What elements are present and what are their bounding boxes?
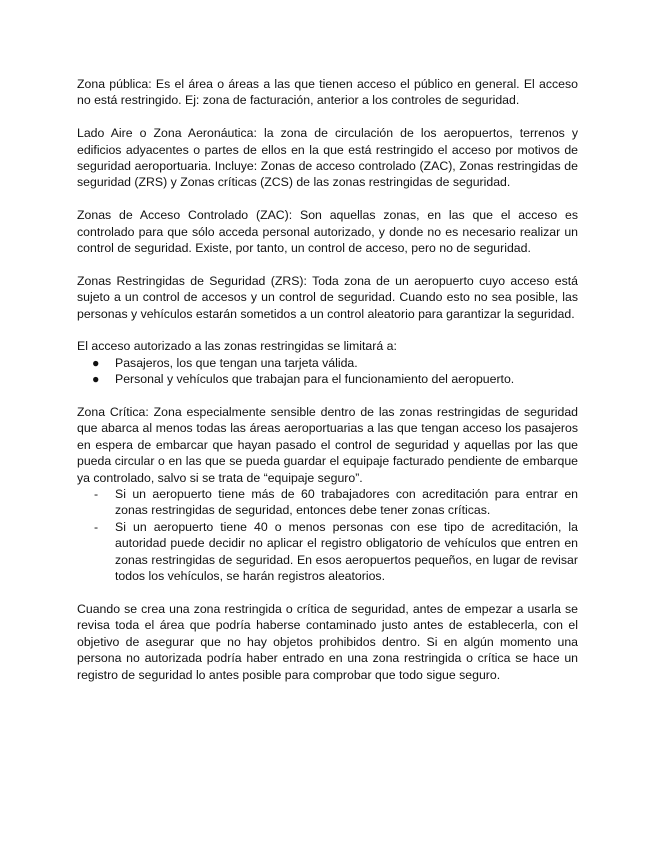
list-item-text: Pasajeros, los que tengan una tarjeta válida. [115,355,358,370]
list-item-text: Personal y vehículos que trabajan para el funcionamiento del aeropuerto. [115,372,515,387]
list-item [77,355,578,371]
dash-marker: - [94,487,99,502]
bullet-marker: ● [92,372,100,387]
list-item-text: Si un aeropuerto tiene más de 60 trabajadores con acreditación para entrar en zonas restringidas de seguridad, entonces debe tener zonas críticas. [115,487,578,518]
list-item [77,371,578,387]
bullet-marker: ● [92,355,100,370]
bullet-list [77,355,578,388]
dash-list [77,486,578,584]
list-item [77,519,578,585]
list-item-text: Si un aeropuerto tiene 40 o menos personas con ese tipo de acreditación, la autoridad puede decidir no aplicar el registro obligatorio de vehículos que entren en zonas restringidas de seguridad. En esos aeropuertos pequeños, en lugar de revisar todos los vehículos, se harán registros aleatorios. [115,519,578,584]
paragraph-cierre: Cuando se crea una zona restringida o crítica de seguridad, antes de empezar a usarla se revisa toda el área que podría haberse contaminado justo antes de establecerla, con el objetivo de asegurar que no hay objetos prohibidos dentro. Si en algún momento una persona no autorizada podría haber entrado en una zona restringida o crítica se hace un registro de seguridad lo antes posible para comprobar que todo sigue seguro. [77,601,578,682]
paragraph-zac: Zonas de Acceso Controlado (ZAC): Son aquellas zonas, en las que el acceso es controlado para que sólo acceda personal autorizado, y donde no es necesario realizar un control de seguridad. Existe, por tanto, un control de acceso, pero no de seguridad. [77,208,578,256]
paragraph-acceso-intro: El acceso autorizado a las zonas restringidas se limitará a: [77,339,397,354]
paragraph-zona-publica: Zona pública: Es el área o áreas a las que tienen acceso el público en general. El acceso no está restringido. Ej: zona de facturación, anterior a los controles de seguridad. [77,77,578,108]
dash-marker: - [94,519,99,534]
paragraph-zona-critica: Zona Crítica: Zona especialmente sensible dentro de las zonas restringidas de seguridad que abarca al menos todas las áreas aeroportuarias a las que tengan acceso los pasajeros en espera de embarcar que hayan pasado el control de seguridad y aquellas por las que pueda circular o en las que se pueda guardar el equipaje facturado pendiente de embarque ya controlado, salvo si se trata de “equipaje seguro”. [77,405,578,485]
paragraph-zrs: Zonas Restringidas de Seguridad (ZRS): Toda zona de un aeropuerto cuyo acceso está sujeto a un control de accesos y un control de seguridad. Cuando esto no sea posible, las personas y vehículos estarán sometidos a un control aleatorio para garantizar la seguridad. [77,273,578,321]
paragraph-lado-aire: Lado Aire o Zona Aeronáutica: la zona de circulación de los aeropuertos, terrenos y edificios adyacentes o partes de ellos en la que está restringido el acceso por motivos de seguridad aeroportuaria. Incluye: Zonas de acceso controlado (ZAC), Zonas restringidas de seguridad (ZRS) y Zonas críticas (ZCS) de las zonas restringidas de seguridad. [77,126,578,190]
list-item [77,486,578,519]
